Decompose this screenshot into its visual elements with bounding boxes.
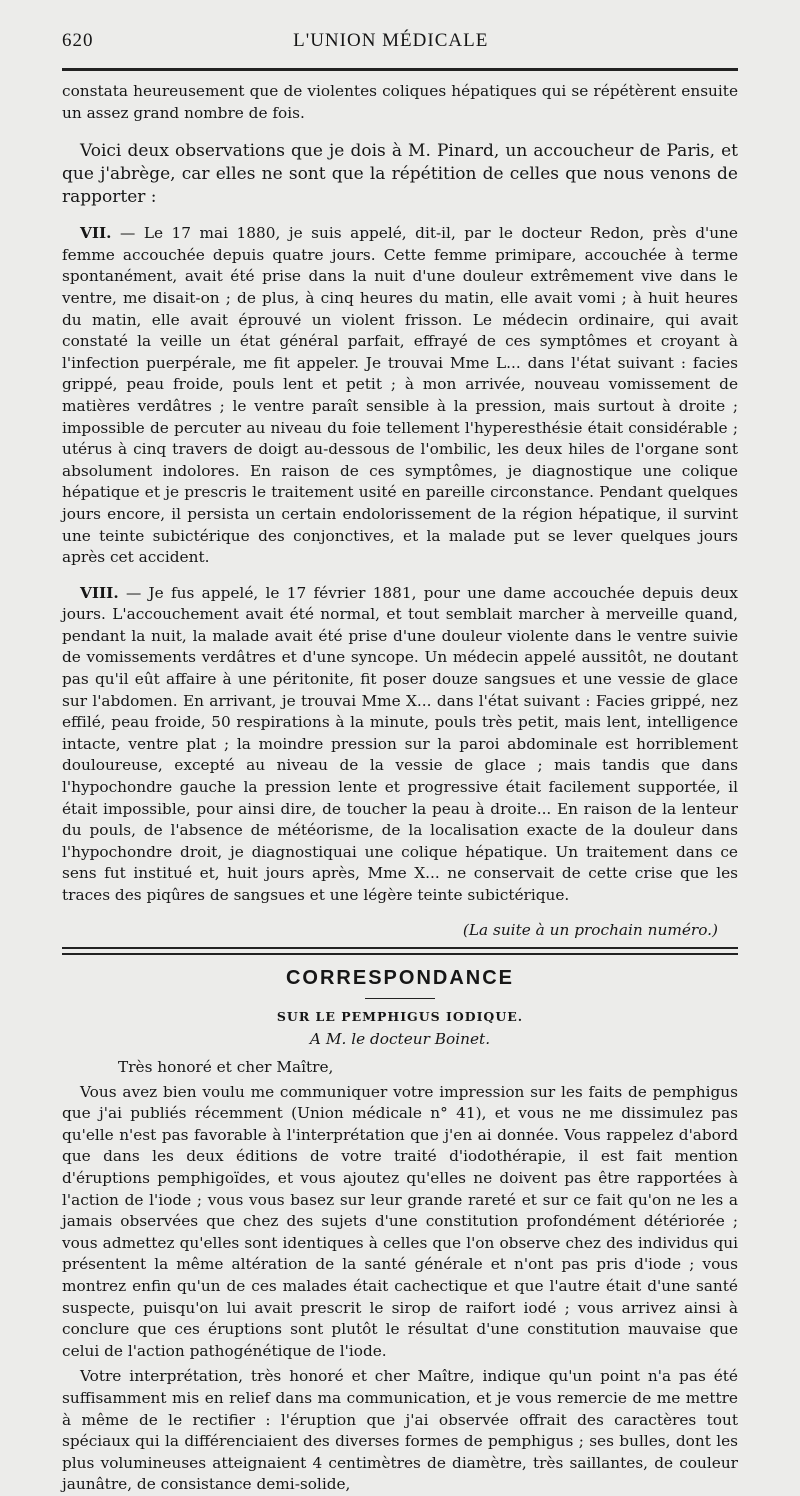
letter-salutation: Très honoré et cher Maître, xyxy=(118,1057,334,1076)
letter-paragraph: Votre interprétation, très honoré et cher Maître, indique qu'un point n'a pas été suffisamment mis en relief dans ma communication, et je vous remercie de me mettre à même de le rectifier : l'éruption que j'ai observée offrait des caractères tout spéciaux qui la différenciaient des diverses formes de pemphigus ; ses bulles, dont les plus volumineuses atteignaient 4 centimètres de diamètre, très saillantes, de couleur jaunâtre, de consistance demi-solide, xyxy=(62,1367,738,1494)
section-divider xyxy=(62,947,738,955)
letter-paragraph: Vous avez bien voulu me communiquer votre impression sur les faits de pemphigus que j'ai publiés récemment (Union médicale n° 41), et vous ne me dissimulez pas qu'elle n'est pas favorable à l'interprétation que j'en ai donnée. Vous rappelez d'abord que dans les deux éditions de votre traité d'iodothérapie, il est fait mention d'éruptions pemphigoïdes, et vous ajoutez qu'elles ne doivent pas être rapportées à l'action de l'iode ; vous vous basez sur leur grande rareté et sur ce fait qu'on ne les a jamais observées que chez des sujets d'une constitution profondément détériorée ; vous admettez qu'elles sont identiques à celles que l'on observe chez des individus qui présentent la même altération de la santé générale et n'ont pas pris d'iode ; vous montrez enfin qu'un de ces malades était cachectique et que l'autre était d'une santé suspecte, puisqu'on lui avait prescrit le sirop de raifort iodé ; vous arrivez ainsi à conclure que ces éruptions sont plutôt le résultat d'une constitution mauvaise que celui de l'action pathogénétique de l'iode. xyxy=(62,1082,738,1360)
header-rule xyxy=(62,68,738,71)
observation-text: — Je fus appelé, le 17 février 1881, pour une dame accouchée depuis deux jours. L'accouchement avait été normal, et tout semblait marcher à merveille quand, pendant la nuit, la malade avait été prise d'une douleur violente dans le ventre suivie de vomissements verdâtres et d'une syncope. Un médecin appelé aussitôt, ne doutant pas qu'il eût affaire à une péritonite, fit poser douze sangsues et une vessie de glace sur l'abdomen. En arrivant, je trouvai Mme X... dans l'état suivant : Facies grippé, nez effilé, peau froide, 50 respirations à la minute, pouls très petit, mais lent, intelligence intacte, ventre plat ; la moindre pression sur la paroi abdominale est horriblement douloureuse, excepté au niveau de la vessie de glace ; mais tandis que dans l'hypochondre gauche la pression lente et progressive était facilement supportée, il était impossible, pour ainsi dire, de toucher la peau à droite... En raison de la lenteur du pouls, de l'absence de météorisme, de la localisation exacte de la douleur dans l'hypochondre droit, je diagnostiquai une colique hépatique. Un traitement dans ce sens fut institué et, huit jours après, Mme X... ne conservait de cette crise que les traces des piqûres de sangsues et une légère teinte subictérique. xyxy=(62,583,738,904)
observation-vii xyxy=(62,223,738,569)
title-rule xyxy=(365,998,435,999)
observation-text: — Le 17 mai 1880, je suis appelé, dit-il, par le docteur Redon, près d'une femme accouchée depuis quatre jours. Cette femme primipare, accouchée à terme spontanément, avait été prise dans la nuit d'une douleur extrêmement vive dans le ventre, me disait-on ; de plus, à cinq heures du matin, elle avait vomi ; à huit heures du matin, elle avait éprouvé un violent frisson. Le médecin ordinaire, qui avait constaté la veille un état général parfait, effrayé de ces symptômes et croyant à l'infection puerpérale, me fit appeler. Je trouvai Mme L... dans l'état suivant : facies grippé, peau froide, pouls lent et petit ; à mon arrivée, nouveau vomissement de matières verdâtres ; le ventre paraît sensible à la pression, mais surtout à droite ; impossible de percuter au niveau du foie tellement l'hyperesthésie était considérable ; utérus à cinq travers de doigt au-dessous de l'ombilic, les deux hiles de l'organe sont absolument indolores. En raison de ces symptômes, je diagnostique une colique hépatique et je prescris le traitement usité en pareille circonstance. Pendant quelques jours encore, il persista un certain endolorissement de la région hépatique, il survint une teinte subictérique des conjonctives, et la malade put se lever quelques jours après cet accident. xyxy=(62,224,738,567)
section-title: CORRESPONDANCE xyxy=(285,966,515,989)
running-head xyxy=(62,30,738,52)
lead-paragraph: constata heureusement que de violentes coliques hépatiques qui se répétèrent ensuite un assez grand nombre de fois. xyxy=(62,82,738,122)
intro-paragraph: Voici deux observations que je dois à M. Pinard, un accoucheur de Paris, et que j'abrège, car elles ne sont que la répétition de celles que nous venons de rapporter : xyxy=(62,141,738,208)
journal-title: L'UNION MÉDICALE xyxy=(293,30,489,51)
letter-subtitle: SUR LE PEMPHIGUS IODIQUE. xyxy=(276,1008,524,1024)
continued-note: (La suite à un prochain numéro.) xyxy=(462,920,718,939)
page-number: 620 xyxy=(62,30,94,51)
observation-number: VIII. xyxy=(80,583,119,602)
letter-addressee: A M. le docteur Boinet. xyxy=(309,1029,491,1048)
observation-number: VII. xyxy=(80,224,112,243)
observation-viii xyxy=(62,583,738,907)
